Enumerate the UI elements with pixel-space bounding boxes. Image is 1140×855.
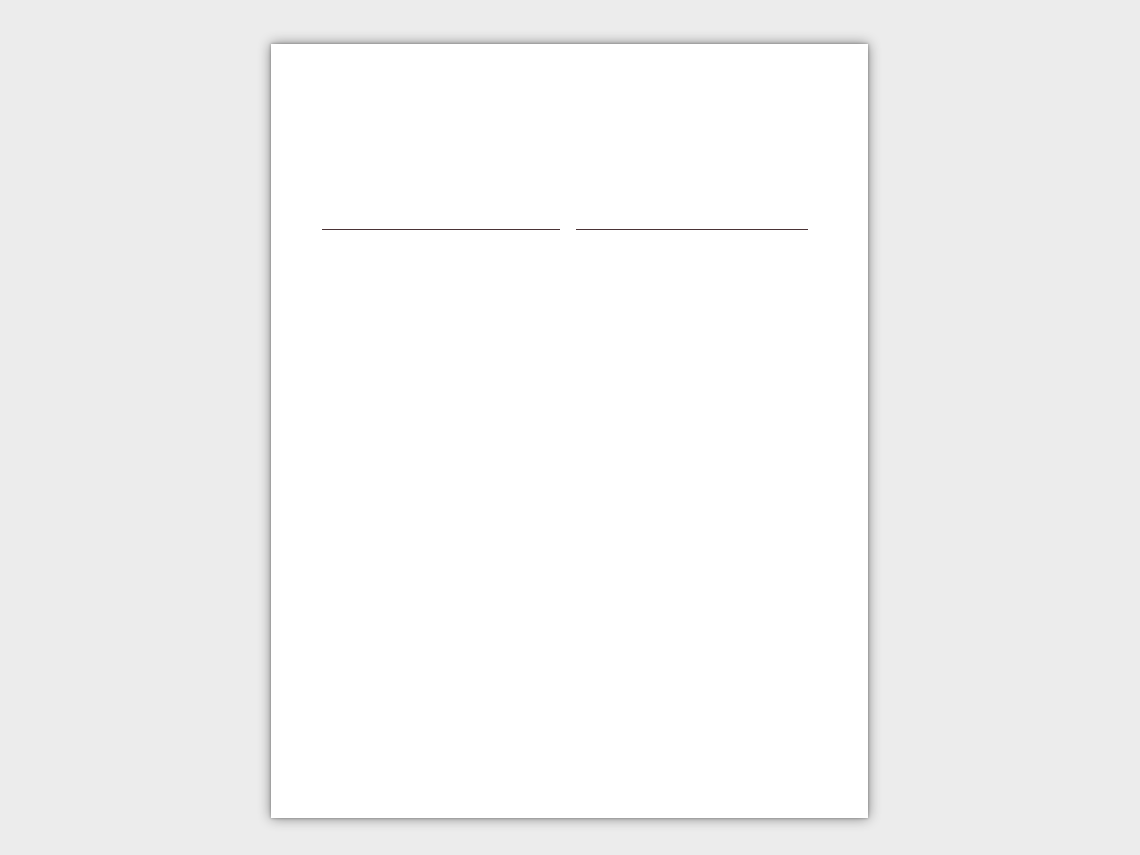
top-flower-border (271, 44, 868, 104)
bottom-flower-border (271, 760, 868, 818)
name-score-row (318, 212, 808, 232)
name-answer-line[interactable] (322, 229, 560, 230)
score-answer-line[interactable] (576, 229, 808, 230)
printable-sheet (271, 44, 868, 818)
